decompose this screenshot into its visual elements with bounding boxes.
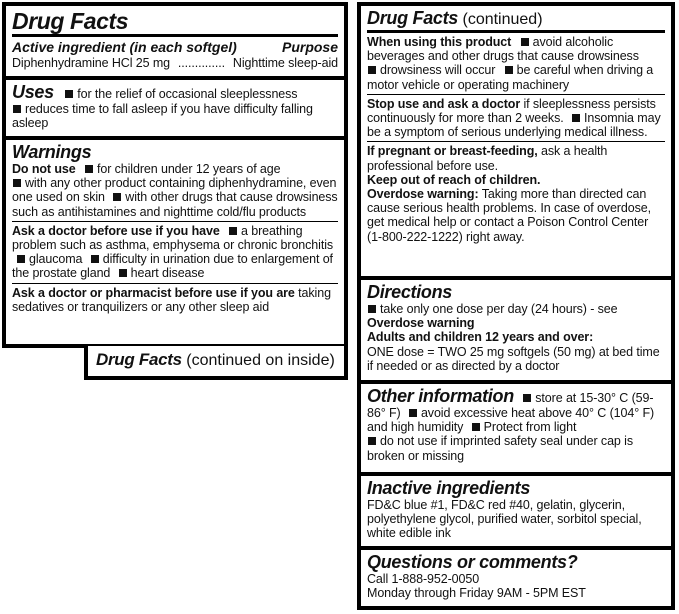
warning-item: for children under 12 years of age	[96, 162, 281, 176]
ask-item: heart disease	[130, 266, 205, 281]
divider	[12, 283, 338, 284]
bullet-icon	[505, 66, 513, 74]
continued-drug-facts-title: Drug Facts	[367, 8, 459, 28]
questions-hours: Monday through Friday 9AM - 5PM EST	[367, 586, 586, 601]
divider	[367, 30, 665, 33]
questions-phone: Call 1-888-952-0050	[367, 572, 480, 586]
dose-text: ONE dose = TWO 25 mg softgels (50 mg) at bed time if needed or as directed by a doctor	[367, 344, 660, 373]
divider	[12, 221, 338, 222]
pregnant-label: If pregnant or breast-feeding,	[367, 144, 538, 159]
bullet-icon	[85, 165, 93, 173]
keep-away-label: Keep out of reach of children.	[367, 172, 541, 187]
bullet-icon	[17, 255, 25, 263]
left-drug-facts-panel	[2, 2, 348, 348]
use-item: for the relief of occasional sleeplessness	[77, 87, 298, 101]
bullet-icon	[91, 255, 99, 263]
when-item: be careful when driving a motor vehicle or operating machinery	[367, 63, 654, 92]
other-item: do not use if imprinted safety seal under cap is broken or missing	[367, 434, 633, 463]
other-information-heading: Other information	[367, 386, 514, 406]
ask-pharmacist-label: Ask a doctor or pharmacist before use if you are	[12, 285, 295, 300]
inactive-ingredients-text: FD&C blue #1, FD&C red #40, gelatin, glycerin, polyethylene glycol, purified water, sorbitol special, white edible ink	[367, 498, 642, 541]
leader-dots: ..............	[177, 56, 226, 70]
when-item: drowsiness will occur	[380, 63, 496, 78]
bullet-icon	[368, 437, 376, 445]
directions-item: take only one dose per day (24 hours) - see	[380, 302, 618, 316]
ingredient-name: Diphenhydramine HCl 25 mg	[12, 56, 170, 70]
adults-label: Adults and children 12 years and over:	[367, 330, 594, 345]
ask-pharmacist-text: taking sedatives or tranquilizers or any other sleep aid	[12, 285, 331, 314]
when-item: avoid alcoholic beverages and other drugs that cause drowsiness	[367, 35, 639, 64]
bullet-icon	[368, 66, 376, 74]
do-not-use-label: Do not use	[12, 162, 76, 176]
ask-item: difficulty in urination due to enlargement of the prostate gland	[12, 252, 333, 281]
continued-warnings-box	[361, 6, 671, 276]
directions-heading: Directions	[367, 282, 453, 302]
other-item: store at 15-30° C (59-86° F)	[367, 391, 654, 420]
other-item: avoid excessive heat above 40° C (104° F) and high humidity	[367, 406, 655, 435]
bullet-icon	[472, 423, 480, 431]
active-ingredient-box	[6, 6, 344, 76]
pregnant-text: ask a health professional before use.	[367, 144, 608, 173]
drug-facts-title: Drug Facts	[12, 8, 129, 34]
when-using-label: When using this product	[367, 35, 512, 49]
divider	[367, 141, 665, 142]
questions-box	[361, 550, 671, 606]
ask-item: glaucoma	[29, 252, 83, 267]
bullet-icon	[523, 394, 531, 402]
divider	[367, 94, 665, 95]
ask-item: a breathing problem such as asthma, emphysema or chronic bronchitis	[12, 223, 334, 253]
bullet-icon	[13, 179, 21, 187]
bullet-icon	[521, 38, 529, 46]
inactive-ingredients-heading: Inactive ingredients	[367, 478, 531, 498]
warning-item: with other drugs that cause drowsiness such as antihistamines and nighttime cold/flu products	[12, 190, 338, 219]
stop-use-label: Stop use and ask a doctor	[367, 96, 521, 111]
stop-use-item: Insomnia may be a symptom of serious underlying medical illness.	[367, 111, 661, 140]
bullet-icon	[13, 105, 21, 113]
overdose-label: Overdose warning:	[367, 187, 479, 202]
stop-use-text: if sleeplessness persists continuously for more than 2 weeks.	[367, 96, 656, 126]
bullet-icon	[572, 114, 580, 122]
other-information-box	[361, 384, 671, 472]
warnings-heading: Warnings	[12, 142, 92, 162]
other-item: Protect from light	[483, 420, 577, 435]
questions-heading: Questions or comments?	[367, 552, 578, 572]
warning-item: with any other product containing diphenhydramine, even one used on skin	[12, 176, 337, 205]
continued-text: (continued on inside)	[186, 352, 335, 369]
uses-heading: Uses	[12, 82, 54, 102]
overdose-reference: Overdose warning	[367, 316, 475, 331]
bullet-icon	[119, 269, 127, 277]
active-ingredient-heading: Active ingredient (in each softgel)	[12, 39, 237, 55]
directions-box	[361, 280, 671, 380]
bullet-icon	[368, 305, 376, 313]
inactive-ingredients-box	[361, 476, 671, 546]
bullet-icon	[65, 90, 73, 98]
divider	[12, 34, 338, 37]
bullet-icon	[409, 409, 417, 417]
continued-tab-inner	[88, 346, 344, 376]
uses-box	[6, 80, 344, 136]
continued-title: Drug Facts	[96, 350, 182, 369]
use-item: reduces time to fall asleep if you have difficulty falling asleep	[12, 102, 313, 131]
overdose-text: Taking more than directed can cause serious health problems. In case of overdose, get medical help or contact a Poison Control Center (1-800-222-1222) right away.	[367, 187, 651, 244]
continued-label: (continued)	[462, 11, 543, 28]
ask-doctor-label: Ask a doctor before use if you have	[12, 223, 220, 238]
ingredient-purpose: Nighttime sleep-aid	[232, 56, 338, 70]
bullet-icon	[113, 193, 121, 201]
warnings-box	[6, 140, 344, 344]
continued-tab	[84, 346, 348, 380]
bullet-icon	[229, 227, 237, 235]
purpose-heading: Purpose	[281, 39, 338, 55]
right-drug-facts-panel	[357, 2, 675, 610]
